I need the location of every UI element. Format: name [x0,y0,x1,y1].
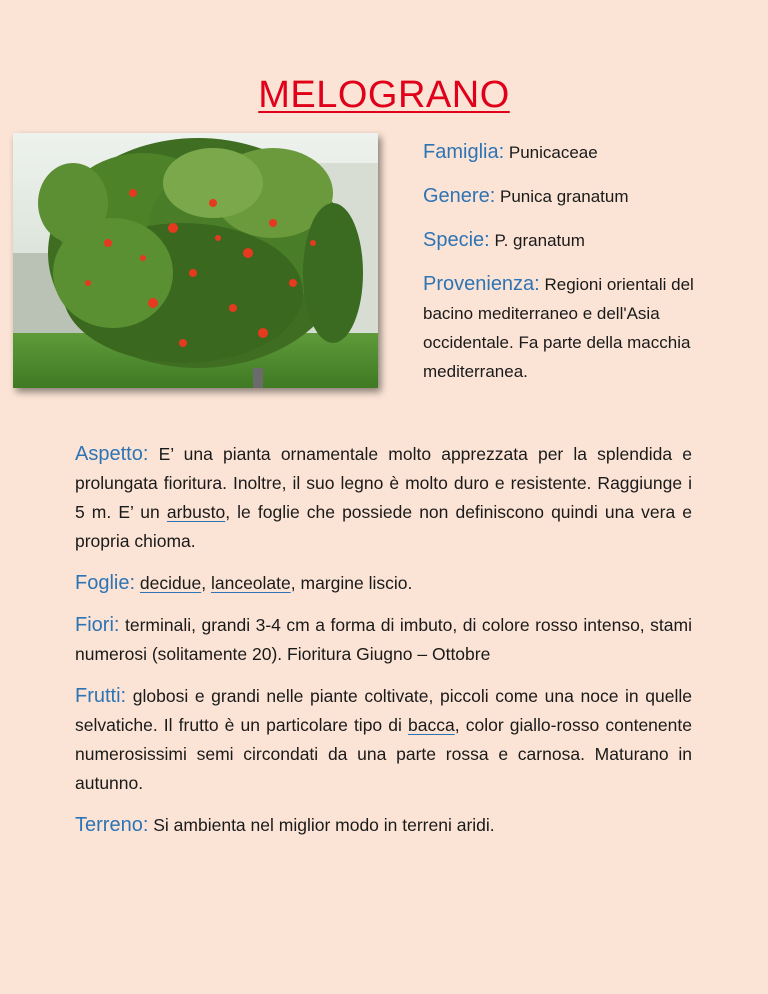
frutti-text-b: , color giallo-rosso contenente numerosissimi semi circondati da una parte rossa e carnosa. Maturano in autunno. [75,715,692,793]
terreno-text: Si ambienta nel miglior modo in terreni aridi. [153,815,495,835]
aspetto-text-b: , le foglie che possiede non definiscono quindi una vera e propria chioma. [75,502,692,551]
plant-facts [423,138,713,401]
aspetto-label: Aspetto: [75,443,149,465]
foglie-separator: , [201,573,207,593]
provenienza-label: Provenienza: [423,273,540,295]
fact-provenienza [423,270,713,386]
aspetto-text-a: E’ una pianta ornamentale molto apprezzata per la splendida e prolungata fioritura. Inoltre, il suo legno è molto duro e resistente. Raggiunge i 5 m. E’ un [75,444,692,522]
description-body [75,440,692,853]
fiori-label: Fiori: [75,614,120,636]
fact-famiglia [423,138,713,167]
pomegranate-photo [13,133,378,388]
page-title: MELOGRANO [258,74,510,116]
specie-label: Specie: [423,229,490,251]
terreno-paragraph [75,811,692,840]
fact-genere [423,182,713,211]
frutti-text-a: globosi e grandi nelle piante coltivate, piccoli come una noce in quelle selvatiche. Il frutto è un particolare tipo di [75,686,692,735]
lanceolate-link[interactable]: lanceolate [210,573,291,593]
genere-value: Punica granatum [500,187,629,206]
specie-value: P. granatum [494,231,585,250]
famiglia-value: Punicaceae [508,143,598,162]
famiglia-label: Famiglia: [423,141,505,163]
terreno-label: Terreno: [75,814,149,836]
bacca-link[interactable]: bacca [408,715,455,735]
provenienza-value: Regioni orientali del bacino mediterraneo e dell'Asia occidentale. Fa parte della macchia mediterranea. [423,275,694,381]
genere-label: Genere: [423,185,496,207]
frutti-paragraph [75,682,692,798]
foglie-paragraph [75,569,692,598]
fact-specie [423,226,713,255]
fiori-text: terminali, grandi 3-4 cm a forma di imbuto, di colore rosso intenso, stami numerosi (solitamente 20). Fioritura Giugno – Ottobre [75,615,692,664]
aspetto-paragraph [75,440,692,556]
arbusto-link[interactable]: arbusto [166,502,226,522]
foglie-text: , margine liscio. [290,573,413,593]
foglie-label: Foglie: [75,572,136,594]
fiori-paragraph [75,611,692,669]
decidue-link[interactable]: decidue [139,573,202,593]
frutti-label: Frutti: [75,685,127,707]
